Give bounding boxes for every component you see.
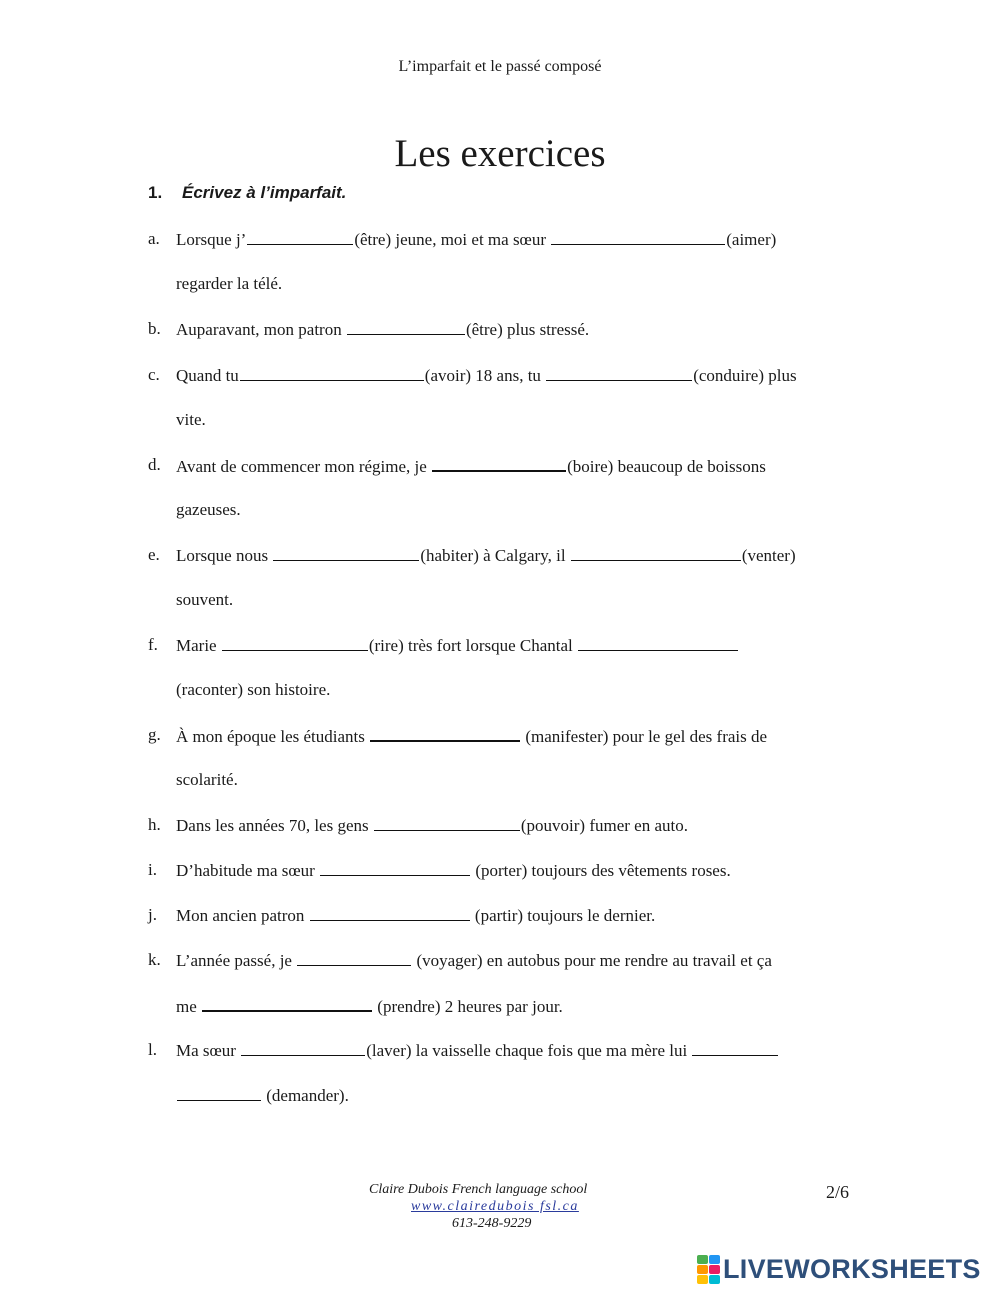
answer-blank[interactable] — [240, 363, 424, 381]
school-name: Claire Dubois French language school — [369, 1182, 588, 1197]
item-letter: g. — [148, 725, 161, 744]
item-letter: f. — [148, 635, 158, 654]
section-instruction: Écrivez à l’imparfait. — [182, 183, 347, 202]
exercise-item-h: Dans les années 70, les gens (pouvoir) fumer en auto. — [176, 813, 688, 838]
answer-blank[interactable] — [273, 543, 419, 561]
answer-blank[interactable] — [241, 1038, 365, 1056]
exercise-item-k: L’année passé, je (voyager) en autobus pour me rendre au travail et ça — [176, 948, 772, 973]
answer-blank[interactable] — [578, 633, 738, 651]
school-phone: 613-248-9229 — [452, 1216, 532, 1231]
exercise-item-c: Quand tu (avoir) 18 ans, tu (conduire) plus — [176, 363, 797, 388]
answer-blank[interactable] — [310, 903, 470, 921]
item-letter: j. — [148, 905, 157, 924]
exercise-item-g: À mon époque les étudiants (manifester) pour le gel des frais de — [176, 723, 767, 749]
answer-blank[interactable] — [320, 858, 470, 876]
answer-blank[interactable] — [347, 317, 465, 335]
answer-blank[interactable] — [546, 363, 692, 381]
item-letter: k. — [148, 950, 161, 969]
section-number: 1. — [148, 183, 163, 202]
answer-blank[interactable] — [374, 813, 520, 831]
item-letter: i. — [148, 860, 157, 879]
exercise-item-e: Lorsque nous (habiter) à Calgary, il (venter) — [176, 543, 796, 568]
answer-blank[interactable] — [222, 633, 368, 651]
page-title: Les exercices — [394, 132, 606, 175]
answer-blank[interactable] — [177, 1083, 261, 1101]
section-heading — [148, 183, 346, 203]
answer-blank[interactable] — [432, 453, 566, 472]
exercise-item-k-cont: me (prendre) 2 heures par jour. — [176, 993, 563, 1019]
answer-blank[interactable] — [551, 227, 725, 245]
answer-blank[interactable] — [370, 723, 520, 742]
answer-blank[interactable] — [247, 227, 353, 245]
exercise-item-l-cont: (demander). — [176, 1083, 349, 1108]
item-letter: b. — [148, 319, 161, 338]
page-number: 2/6 — [826, 1182, 850, 1202]
item-letter: a. — [148, 229, 160, 248]
exercise-item-b: Auparavant, mon patron (être) plus stressé. — [176, 317, 589, 342]
exercise-item-l: Ma sœur (laver) la vaisselle chaque fois que ma mère lui — [176, 1038, 779, 1063]
exercise-item-c-cont: vite. — [176, 410, 206, 429]
exercise-item-g-cont: scolarité. — [176, 770, 238, 789]
page-header: L’imparfait et le passé composé — [398, 58, 602, 75]
exercise-item-f: Marie (rire) très fort lorsque Chantal — [176, 633, 739, 658]
exercise-item-i: D’habitude ma sœur (porter) toujours des vêtements roses. — [176, 858, 731, 883]
item-letter: l. — [148, 1040, 157, 1059]
item-letter: h. — [148, 815, 161, 834]
exercise-item-j: Mon ancien patron (partir) toujours le dernier. — [176, 903, 655, 928]
answer-blank[interactable] — [692, 1038, 778, 1056]
exercise-item-f-cont: (raconter) son histoire. — [176, 680, 331, 699]
exercise-item-d: Avant de commencer mon régime, je (boire) beaucoup de boissons — [176, 453, 766, 479]
brand-name: LIVEWORKSHEETS — [723, 1253, 981, 1284]
item-letter: d. — [148, 455, 161, 474]
exercise-item-d-cont: gazeuses. — [176, 500, 241, 519]
exercise-item-a: Lorsque j’ (être) jeune, moi et ma sœur (aimer) — [176, 227, 776, 252]
exercise-item-a-cont: regarder la télé. — [176, 274, 283, 293]
item-letter: e. — [148, 545, 160, 564]
answer-blank[interactable] — [297, 948, 411, 966]
answer-blank[interactable] — [571, 543, 741, 561]
answer-blank[interactable] — [202, 993, 372, 1012]
item-letter: c. — [148, 365, 160, 384]
school-website-link[interactable]: www.clairedubois fsl.ca — [411, 1199, 579, 1214]
exercise-item-e-cont: souvent. — [176, 590, 234, 609]
liveworksheets-icon — [697, 1255, 720, 1284]
liveworksheets-logo — [697, 1254, 981, 1284]
